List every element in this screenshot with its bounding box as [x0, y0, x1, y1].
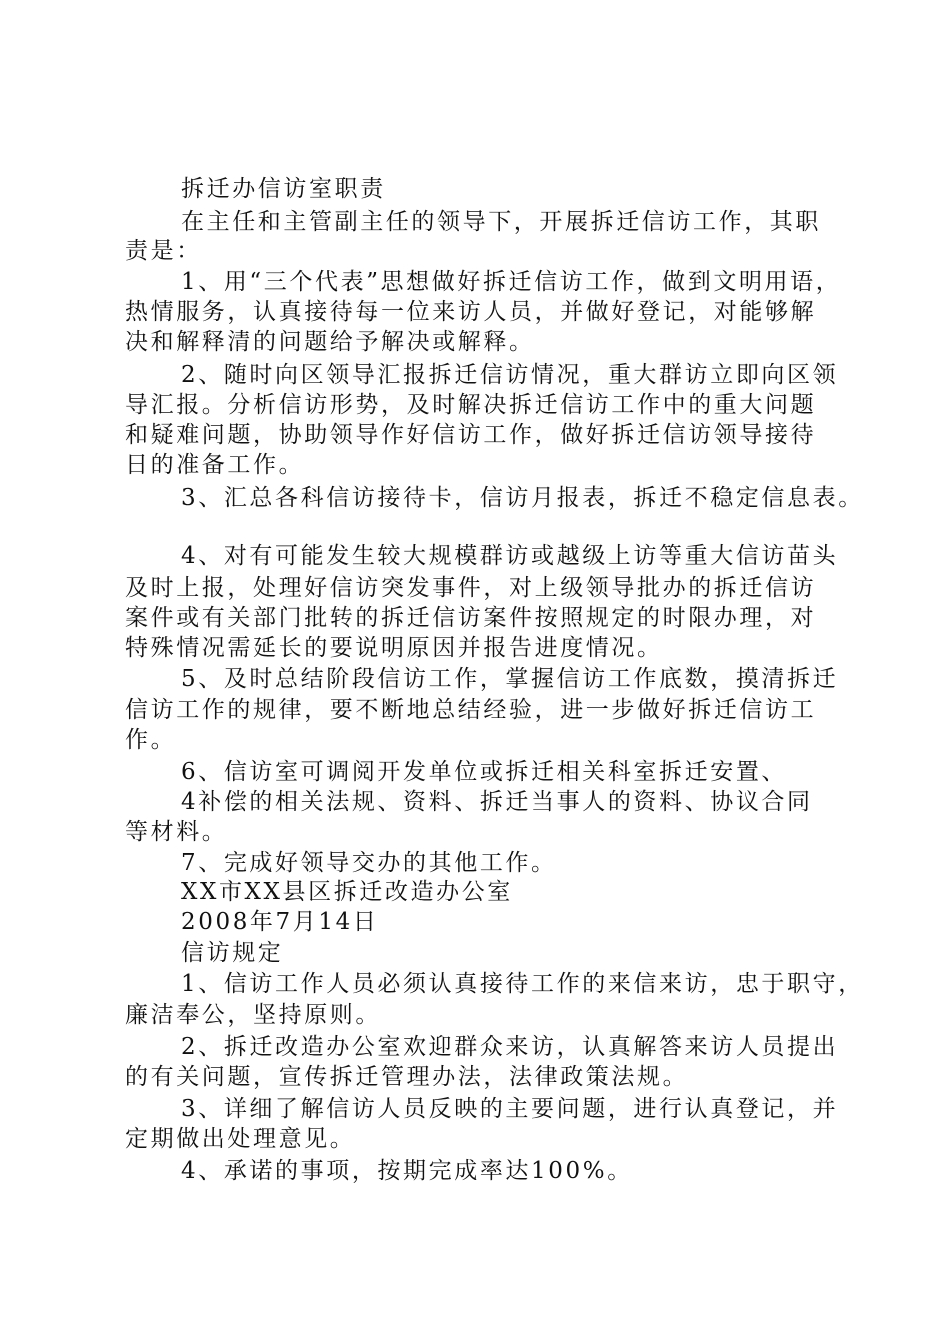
duty-line: 决和解释清的问题给予解决或解释。: [125, 329, 535, 355]
duty-line: 等材料。: [125, 819, 228, 845]
duty-line: 特殊情况需延长的要说明原因并报告进度情况。: [125, 635, 663, 661]
rule-line: 4、承诺的事项，按期完成率达100%。: [181, 1158, 633, 1184]
duty-line: 作。: [125, 727, 177, 753]
duty-line: 导汇报。分析信访形势，及时解决拆迁信访工作中的重大问题: [125, 392, 817, 418]
rule-line: 3、详细了解信访人员反映的主要问题，进行认真登记，并: [181, 1096, 839, 1122]
duty-line: 日的准备工作。: [125, 452, 305, 478]
duty-line: 及时上报，处理好信访突发事件，对上级领导批办的拆迁信访: [125, 575, 817, 601]
duty-line: 7、完成好领导交办的其他工作。: [181, 850, 557, 876]
rule-line: 定期做出处理意见。: [125, 1126, 356, 1152]
duty-line: 热情服务，认真接待每一位来访人员，并做好登记，对能够解: [125, 299, 817, 325]
duty-line: 4补偿的相关法规、资料、拆迁当事人的资料、协议合同: [181, 789, 813, 815]
rule-line: 2、拆迁改造办公室欢迎群众来访，认真解答来访人员提出: [181, 1034, 839, 1060]
rule-line: 的有关问题，宣传拆迁管理办法，法律政策法规。: [125, 1064, 689, 1090]
duty-line: 6、信访室可调阅开发单位或拆迁相关科室拆迁安置、: [181, 759, 788, 785]
duty-line: 和疑难问题，协助领导作好信访工作，做好拆迁信访领导接待: [125, 422, 817, 448]
intro-line: 在主任和主管副主任的领导下，开展拆迁信访工作，其职: [181, 209, 821, 235]
document-title: 拆迁办信访室职责: [181, 176, 386, 202]
intro-line: 责是：: [125, 238, 202, 264]
duty-line: 案件或有关部门批转的拆迁信访案件按照规定的时限办理，对: [125, 605, 817, 631]
duty-line: 5、及时总结阶段信访工作，掌握信访工作底数，摸清拆迁: [181, 666, 839, 692]
duty-line: 4、对有可能发生较大规模群访或越级上访等重大信访苗头: [181, 543, 839, 569]
rules-title: 信访规定: [181, 940, 284, 966]
duty-line: 1、用“三个代表”思想做好拆迁信访工作，做到文明用语，: [181, 269, 842, 295]
rule-line: 廉洁奉公，坚持原则。: [125, 1002, 381, 1028]
document-date: 2008年7月14日: [181, 909, 379, 935]
duty-line: 2、随时向区领导汇报拆迁信访情况，重大群访立即向区领: [181, 362, 839, 388]
duty-line: 信访工作的规律，要不断地总结经验，进一步做好拆迁信访工: [125, 697, 817, 723]
org-name: XX市XX县区拆迁改造办公室: [181, 879, 513, 905]
duty-line: 3、汇总各科信访接待卡，信访月报表，拆迁不稳定信息表。: [181, 485, 864, 511]
rule-line: 1、信访工作人员必须认真接待工作的来信来访，忠于职守，: [181, 971, 864, 997]
